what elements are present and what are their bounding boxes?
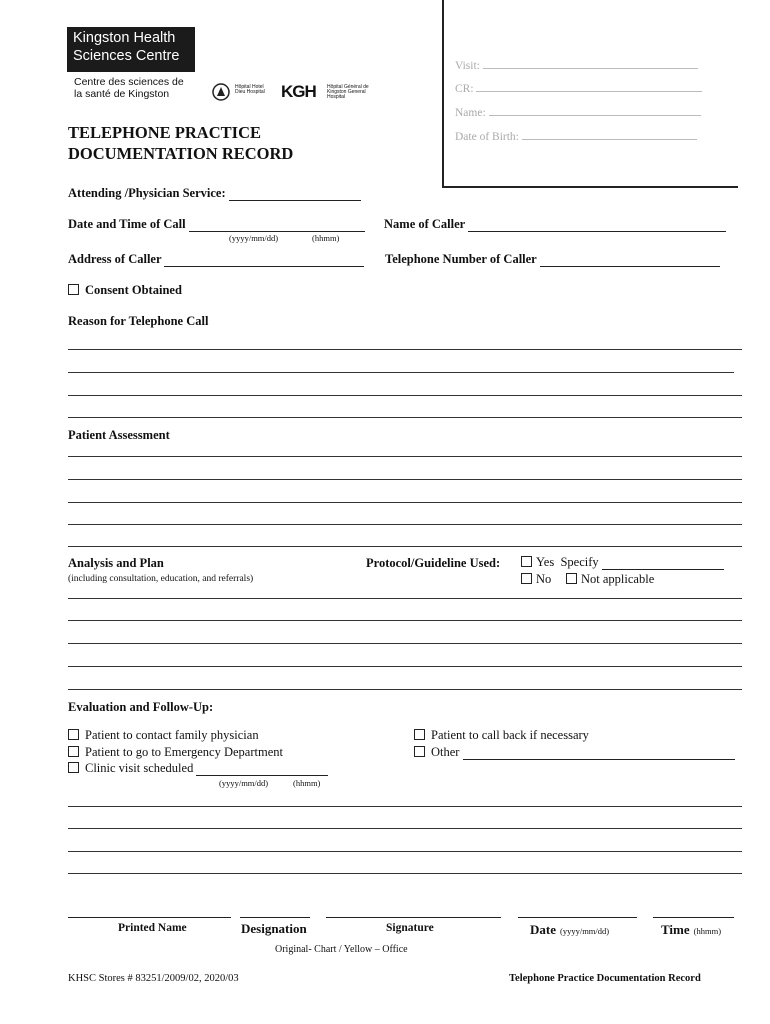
logo-line1: Kingston Health	[73, 30, 176, 46]
sig-time-hint: (hhmm)	[693, 926, 722, 936]
evaluation-line[interactable]	[68, 873, 742, 874]
name-field[interactable]	[455, 105, 701, 119]
opt-other-item[interactable]	[414, 745, 735, 760]
name-caller-label: Name of Caller	[384, 217, 465, 231]
evaluation-heading: Evaluation and Follow-Up:	[68, 700, 214, 714]
assessment-line[interactable]	[68, 456, 742, 457]
opt-emerg-label: Patient to go to Emergency Department	[85, 745, 283, 759]
reason-line[interactable]	[68, 349, 742, 350]
analysis-line[interactable]	[68, 689, 742, 690]
phone-caller-field[interactable]	[385, 252, 720, 267]
reason-line[interactable]	[68, 372, 734, 373]
sig-time-label: Time	[661, 922, 690, 937]
visit-field[interactable]	[455, 58, 698, 72]
kgh-text: Hôpital Général de Kingston General Hospital	[327, 84, 369, 100]
evaluation-line[interactable]	[68, 806, 742, 807]
attending-label: Attending /Physician Service:	[68, 186, 226, 200]
name-label: Name:	[455, 107, 486, 119]
not-applicable-label: Not applicable	[581, 572, 655, 586]
cr-label: CR:	[455, 83, 474, 95]
specify-label: Specify	[560, 555, 599, 569]
address-caller-label: Address of Caller	[68, 252, 162, 266]
date-time-field[interactable]	[68, 217, 365, 232]
analysis-line[interactable]	[68, 598, 742, 599]
sig-time-group	[661, 921, 721, 939]
kgh-mark: KGH	[281, 82, 316, 101]
opt-emerg-checkbox[interactable]	[68, 746, 79, 757]
time-hint: (hhmm)	[312, 233, 340, 243]
protocol-no-item[interactable]	[521, 572, 551, 587]
analysis-heading: Analysis and Plan	[68, 556, 164, 570]
title-line2: DOCUMENTATION RECORD	[68, 144, 294, 163]
signature-line[interactable]	[326, 917, 501, 918]
assessment-line[interactable]	[68, 502, 742, 503]
opt-family-label: Patient to contact family physician	[85, 728, 259, 742]
reason-heading: Reason for Telephone Call	[68, 314, 209, 328]
khsc-logo	[67, 27, 195, 72]
specify-field[interactable]	[602, 557, 724, 570]
logo-line2: Sciences Centre	[73, 48, 180, 64]
protocol-no-checkbox[interactable]	[521, 573, 532, 584]
footer-form-name: Telephone Practice Documentation Record	[509, 973, 701, 984]
opt-callback-label: Patient to call back if necessary	[431, 728, 589, 742]
signature-label: Signature	[386, 922, 434, 934]
opt-family-item[interactable]	[68, 728, 259, 743]
opt-other-checkbox[interactable]	[414, 746, 425, 757]
consent-item[interactable]	[68, 283, 182, 298]
analysis-line[interactable]	[68, 643, 742, 644]
dob-label: Date of Birth:	[455, 131, 519, 143]
copies-note: Original- Chart / Yellow – Office	[275, 944, 408, 955]
analysis-line[interactable]	[68, 620, 742, 621]
not-applicable-checkbox[interactable]	[566, 573, 577, 584]
address-caller-field[interactable]	[68, 252, 364, 267]
clinic-date-hint: (yyyy/mm/dd)	[219, 778, 269, 788]
protocol-yes-checkbox[interactable]	[521, 556, 532, 567]
other-field[interactable]	[463, 747, 735, 760]
evaluation-line[interactable]	[68, 851, 742, 852]
consent-label: Consent Obtained	[85, 283, 182, 297]
logo-fr-line1: Centre des sciences de	[74, 76, 184, 88]
opt-emerg-item[interactable]	[68, 745, 283, 760]
opt-clinic-label: Clinic visit scheduled	[85, 761, 194, 775]
protocol-yes-item[interactable]	[521, 555, 724, 570]
assessment-line[interactable]	[68, 546, 742, 547]
reason-line[interactable]	[68, 395, 742, 396]
protocol-label: Protocol/Guideline Used:	[366, 556, 501, 570]
designation-label: Designation	[241, 921, 307, 936]
date-hint: (yyyy/mm/dd)	[229, 233, 279, 243]
evaluation-line[interactable]	[68, 828, 742, 829]
reason-line[interactable]	[68, 417, 742, 418]
protocol-no-label: No	[536, 572, 552, 586]
printed-name-label: Printed Name	[118, 922, 187, 934]
analysis-subheading: (including consultation, education, and referrals)	[68, 574, 254, 584]
logo-fr-line2: la santé de Kingston	[74, 88, 170, 100]
dob-field[interactable]	[455, 129, 697, 143]
visit-label: Visit:	[455, 60, 480, 72]
stores-number: KHSC Stores # 83251/2009/02, 2020/03	[68, 973, 239, 984]
time-line[interactable]	[653, 917, 734, 918]
sig-date-hint: (yyyy/mm/dd)	[560, 926, 610, 936]
cr-field[interactable]	[455, 81, 702, 95]
opt-family-checkbox[interactable]	[68, 729, 79, 740]
not-applicable-item[interactable]	[566, 572, 654, 587]
assessment-line[interactable]	[68, 524, 742, 525]
attending-field[interactable]	[68, 186, 361, 201]
assessment-heading: Patient Assessment	[68, 428, 170, 442]
opt-clinic-item[interactable]	[68, 761, 328, 776]
assessment-line[interactable]	[68, 479, 742, 480]
opt-callback-checkbox[interactable]	[414, 729, 425, 740]
logo-french	[74, 76, 184, 100]
name-caller-field[interactable]	[384, 217, 726, 232]
date-time-label: Date and Time of Call	[68, 217, 186, 231]
protocol-yes-label: Yes	[536, 555, 555, 569]
opt-clinic-checkbox[interactable]	[68, 762, 79, 773]
hdh-text: Hôpital Hotel Dieu Hospital	[235, 84, 265, 95]
printed-name-line[interactable]	[68, 917, 231, 918]
consent-checkbox[interactable]	[68, 284, 79, 295]
phone-caller-label: Telephone Number of Caller	[385, 252, 537, 266]
clinic-date-field[interactable]	[196, 763, 328, 776]
clinic-time-hint: (hhmm)	[293, 778, 321, 788]
opt-callback-item[interactable]	[414, 728, 589, 743]
analysis-line[interactable]	[68, 666, 742, 667]
sig-date-group	[530, 921, 609, 939]
hdh-logo	[211, 82, 231, 107]
sig-date-label: Date	[530, 922, 556, 937]
hdh-icon	[211, 82, 231, 102]
date-line[interactable]	[518, 917, 637, 918]
designation-line[interactable]	[240, 917, 310, 918]
form-title	[68, 122, 293, 164]
title-line1: TELEPHONE PRACTICE	[68, 123, 261, 142]
opt-other-label: Other	[431, 745, 460, 759]
